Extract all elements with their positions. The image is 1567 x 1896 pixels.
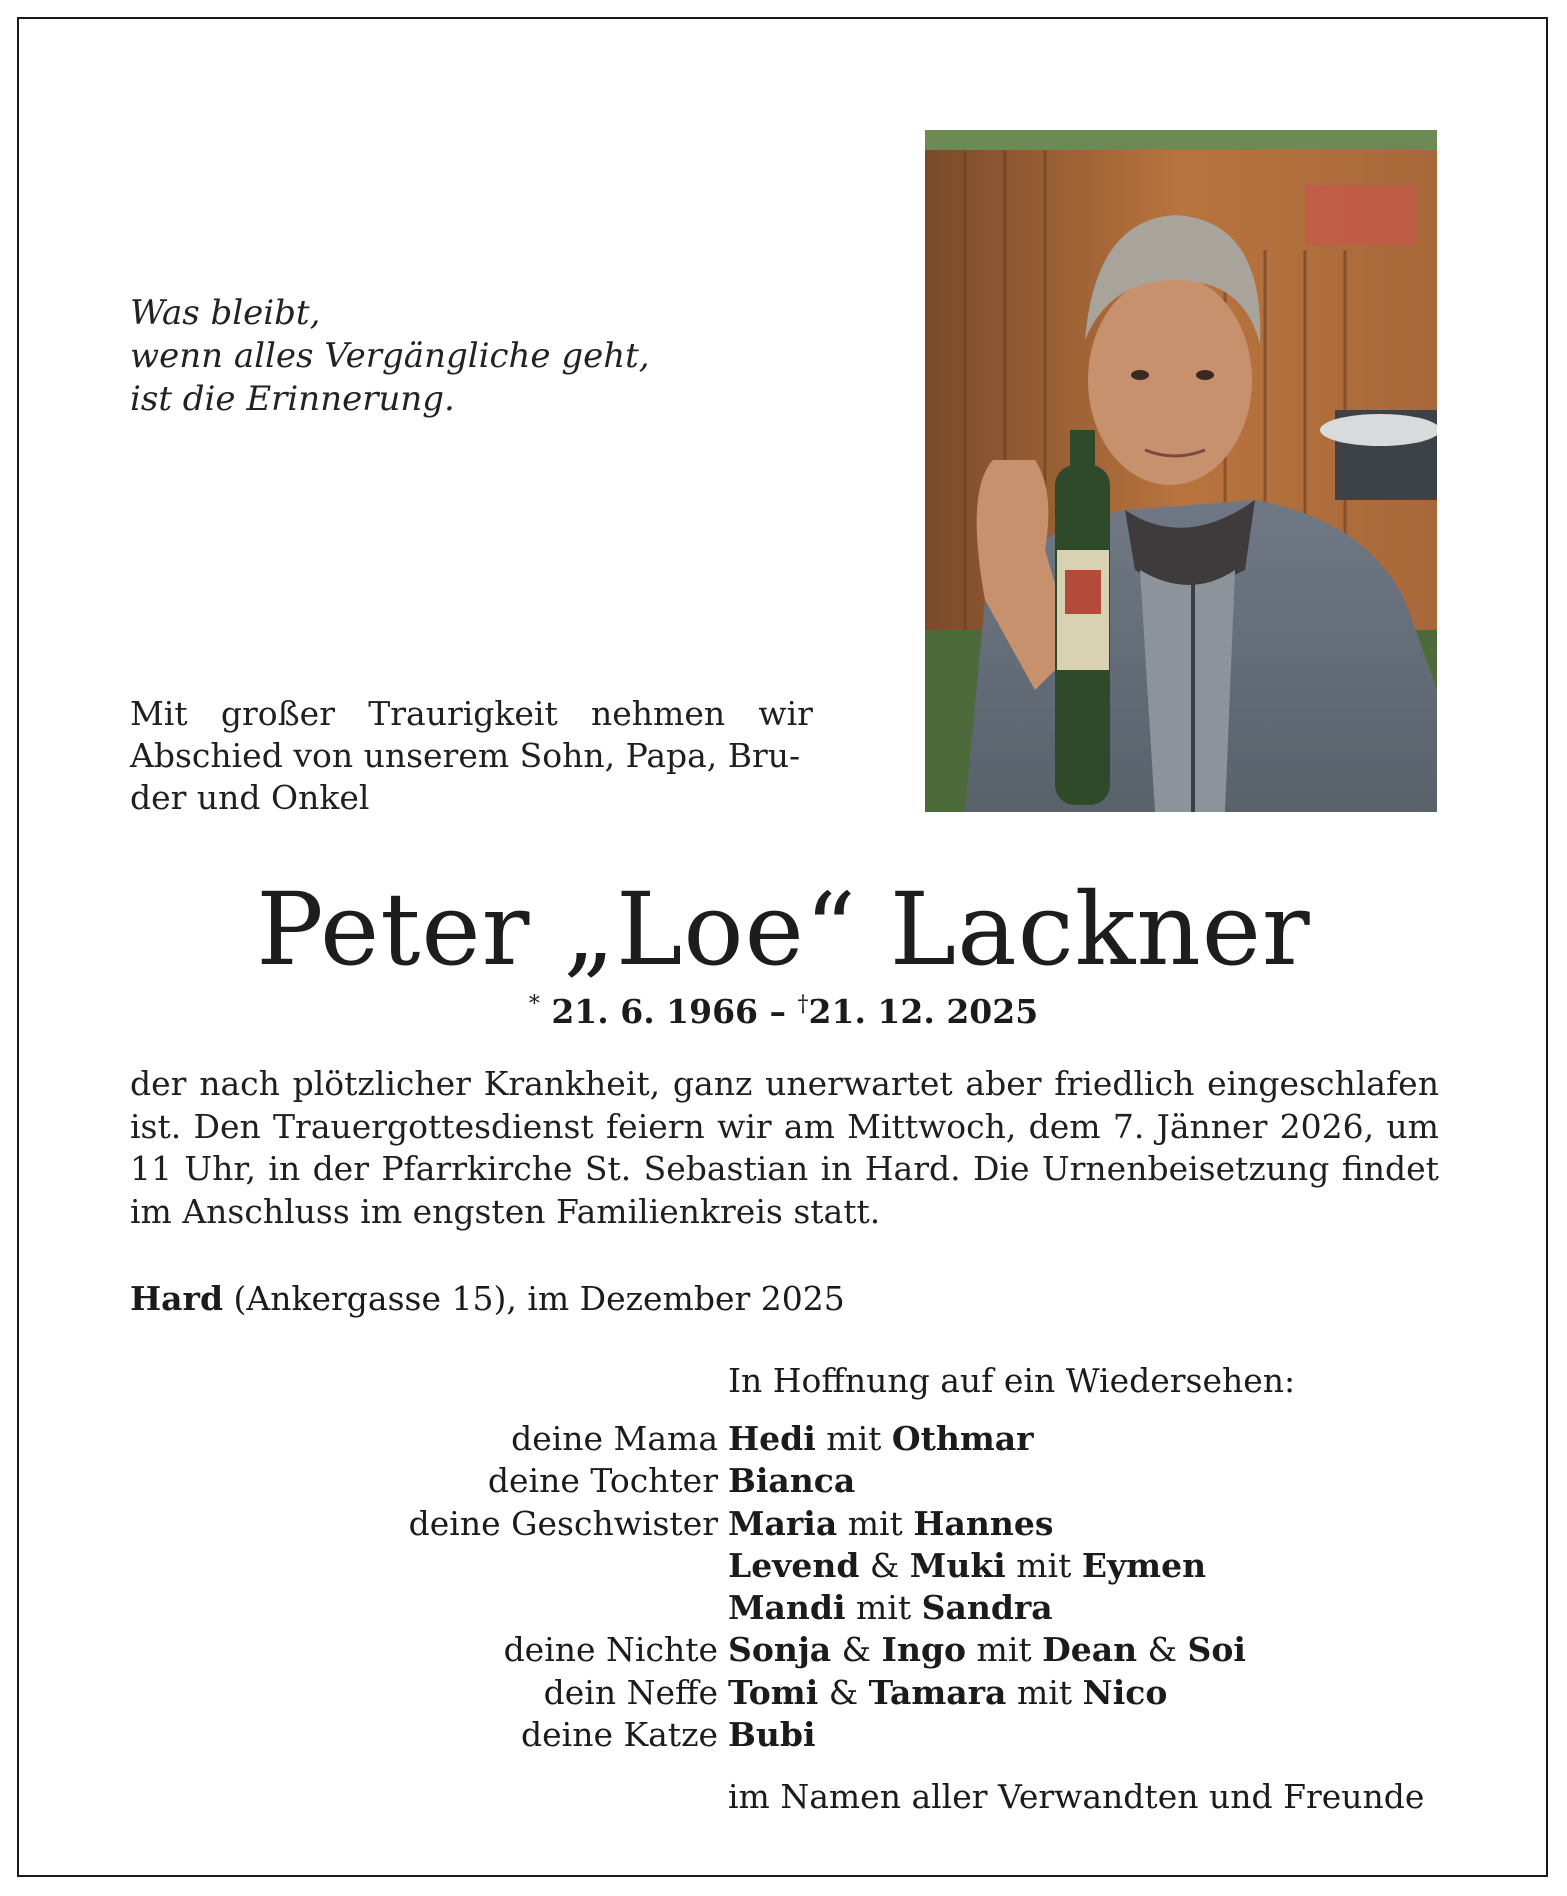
announcement-word: ganz xyxy=(672,1064,753,1103)
family-names xyxy=(728,1672,1167,1714)
family-member-name: Levend xyxy=(728,1545,860,1585)
family-member-name: Soi xyxy=(1187,1630,1246,1670)
family-row xyxy=(0,1545,1567,1587)
family-member-name: Eymen xyxy=(1081,1545,1207,1585)
announcement-word: um xyxy=(1386,1106,1439,1146)
family-row xyxy=(0,1714,1567,1756)
announcement-word: friedlich xyxy=(1054,1064,1195,1103)
family-member-name: Bianca xyxy=(728,1461,856,1501)
family-member-name: Tomi xyxy=(728,1672,819,1712)
family-member-name: Muki xyxy=(909,1545,1006,1585)
announcement-word: Die xyxy=(972,1149,1030,1188)
intro-line: Abschied von unserem Sohn, Papa, Bru- xyxy=(130,736,801,775)
announcement-word: Urnenbeisetzung xyxy=(1041,1149,1330,1188)
family-connector: & xyxy=(831,1630,882,1670)
birth-date: 21. 6. 1966 xyxy=(551,992,759,1031)
death-date: 21. 12. 2025 xyxy=(808,992,1039,1031)
family-member-name: Mandi xyxy=(728,1588,846,1628)
family-names xyxy=(728,1587,1053,1629)
announcement-word: in xyxy=(268,1149,301,1188)
announcement-word: in xyxy=(820,1149,853,1188)
family-member-name: Bubi xyxy=(728,1715,816,1755)
intro-line-justified xyxy=(130,693,813,735)
family-connector: mit xyxy=(845,1588,922,1628)
birth-symbol: * xyxy=(528,992,540,1017)
family-connector: & xyxy=(1137,1630,1188,1670)
announcement-line xyxy=(130,1106,1439,1149)
announcement-word: Den xyxy=(193,1106,261,1146)
family-row xyxy=(0,1672,1567,1714)
family-member-name: Nico xyxy=(1082,1672,1168,1712)
announcement-word: 11 xyxy=(130,1149,172,1188)
date-separator: – xyxy=(769,992,787,1031)
family-member-name: Tamara xyxy=(868,1672,1007,1712)
family-relation: deine Nichte xyxy=(503,1630,718,1670)
family-connector: mit xyxy=(837,1503,914,1543)
family-relation: deine Katze xyxy=(521,1715,718,1755)
family-member-name: Hedi xyxy=(728,1419,816,1458)
announcement-word: Mittwoch, xyxy=(847,1106,1017,1146)
family-row xyxy=(0,1418,1567,1460)
memorial-quote xyxy=(130,292,650,421)
family-member-name: Sandra xyxy=(921,1588,1053,1628)
quote-line: wenn alles Vergängliche geht, xyxy=(130,336,650,376)
family-relation: dein Neffe xyxy=(543,1672,718,1712)
announcement-word: der xyxy=(130,1064,187,1103)
intro-line: der und Onkel xyxy=(130,778,370,817)
family-list xyxy=(0,1418,1567,1756)
family-member-name: Dean xyxy=(1042,1630,1138,1670)
family-connector: mit xyxy=(1005,1545,1082,1585)
family-connector: mit xyxy=(1006,1672,1083,1712)
announcement-word: Krankheit, xyxy=(483,1064,661,1103)
family-names xyxy=(728,1629,1246,1671)
family-connector: & xyxy=(818,1672,869,1712)
announcement-word: plötzlicher xyxy=(292,1064,471,1103)
family-row xyxy=(0,1587,1567,1629)
announcement-word: nach xyxy=(199,1064,280,1103)
intro-word: Mit xyxy=(130,694,188,733)
announcement-word: wir xyxy=(717,1106,772,1146)
announcement-word: ist. xyxy=(130,1106,182,1146)
family-relation: deine Mama xyxy=(511,1419,718,1458)
announcement-line xyxy=(130,1063,1439,1106)
announcement-line xyxy=(130,1148,1439,1191)
family-row xyxy=(0,1460,1567,1502)
intro-word: Traurigkeit xyxy=(368,694,558,733)
family-connector: mit xyxy=(966,1630,1043,1670)
life-dates xyxy=(0,985,1567,1032)
family-relation: deine Geschwister xyxy=(408,1503,718,1543)
deceased-name: Peter „Loe“ Lackner xyxy=(256,871,1311,988)
family-member-name: Othmar xyxy=(891,1419,1034,1458)
family-member-name: Sonja xyxy=(728,1630,832,1670)
intro-word: nehmen xyxy=(591,694,726,733)
family-member-name: Ingo xyxy=(881,1630,967,1670)
family-row xyxy=(0,1503,1567,1545)
family-names xyxy=(728,1503,1053,1545)
family-connector: & xyxy=(859,1545,910,1585)
announcement-word: Hard. xyxy=(864,1149,961,1188)
closing-line: im Namen aller Verwandten und Freunde xyxy=(728,1777,1425,1816)
intro-word: wir xyxy=(758,694,813,733)
family-names xyxy=(728,1418,1034,1460)
family-row xyxy=(0,1629,1567,1671)
announcement-line: im Anschluss im engsten Familienkreis statt. xyxy=(130,1191,881,1231)
intro-word: großer xyxy=(220,694,335,733)
announcement-word: dem xyxy=(1028,1106,1101,1146)
announcement-word: St. xyxy=(584,1149,632,1188)
announcement-word: Uhr, xyxy=(184,1149,257,1188)
announcement-word: eingeschlafen xyxy=(1207,1064,1439,1103)
announcement-word: 2026, xyxy=(1279,1106,1375,1146)
quote-line: Was bleibt, xyxy=(130,293,321,333)
place-town: Hard xyxy=(130,1279,224,1318)
quote-line: ist die Erinnerung. xyxy=(130,379,455,419)
family-connector: mit xyxy=(815,1419,892,1458)
announcement-word: aber xyxy=(965,1064,1042,1103)
announcement-word: am xyxy=(783,1106,835,1146)
intro-text xyxy=(130,693,813,819)
family-names xyxy=(728,1714,816,1756)
family-member-name: Hannes xyxy=(913,1503,1054,1543)
announcement-word: Pfarrkirche xyxy=(381,1149,573,1188)
announcement-text xyxy=(130,1063,1439,1233)
hope-line: In Hoffnung auf ein Wiedersehen: xyxy=(728,1361,1296,1400)
family-names xyxy=(728,1545,1206,1587)
place-details: (Ankergasse 15), im Dezember 2025 xyxy=(223,1279,845,1318)
announcement-word: Jänner xyxy=(1156,1106,1268,1146)
death-symbol: † xyxy=(797,992,809,1017)
announcement-word: Trauergottesdienst xyxy=(273,1106,594,1146)
family-names xyxy=(728,1460,855,1502)
announcement-word: findet xyxy=(1341,1149,1439,1188)
announcement-word: 7. xyxy=(1112,1106,1145,1146)
family-member-name: Maria xyxy=(728,1503,838,1543)
announcement-word: der xyxy=(312,1149,369,1188)
family-relation: deine Tochter xyxy=(487,1461,718,1501)
announcement-word: feiern xyxy=(605,1106,705,1146)
portrait-photo-icon xyxy=(925,130,1437,812)
place-and-date xyxy=(130,1278,845,1320)
announcement-word: unerwartet xyxy=(765,1064,953,1103)
portrait-photo xyxy=(925,130,1437,812)
announcement-word: Sebastian xyxy=(643,1149,809,1188)
